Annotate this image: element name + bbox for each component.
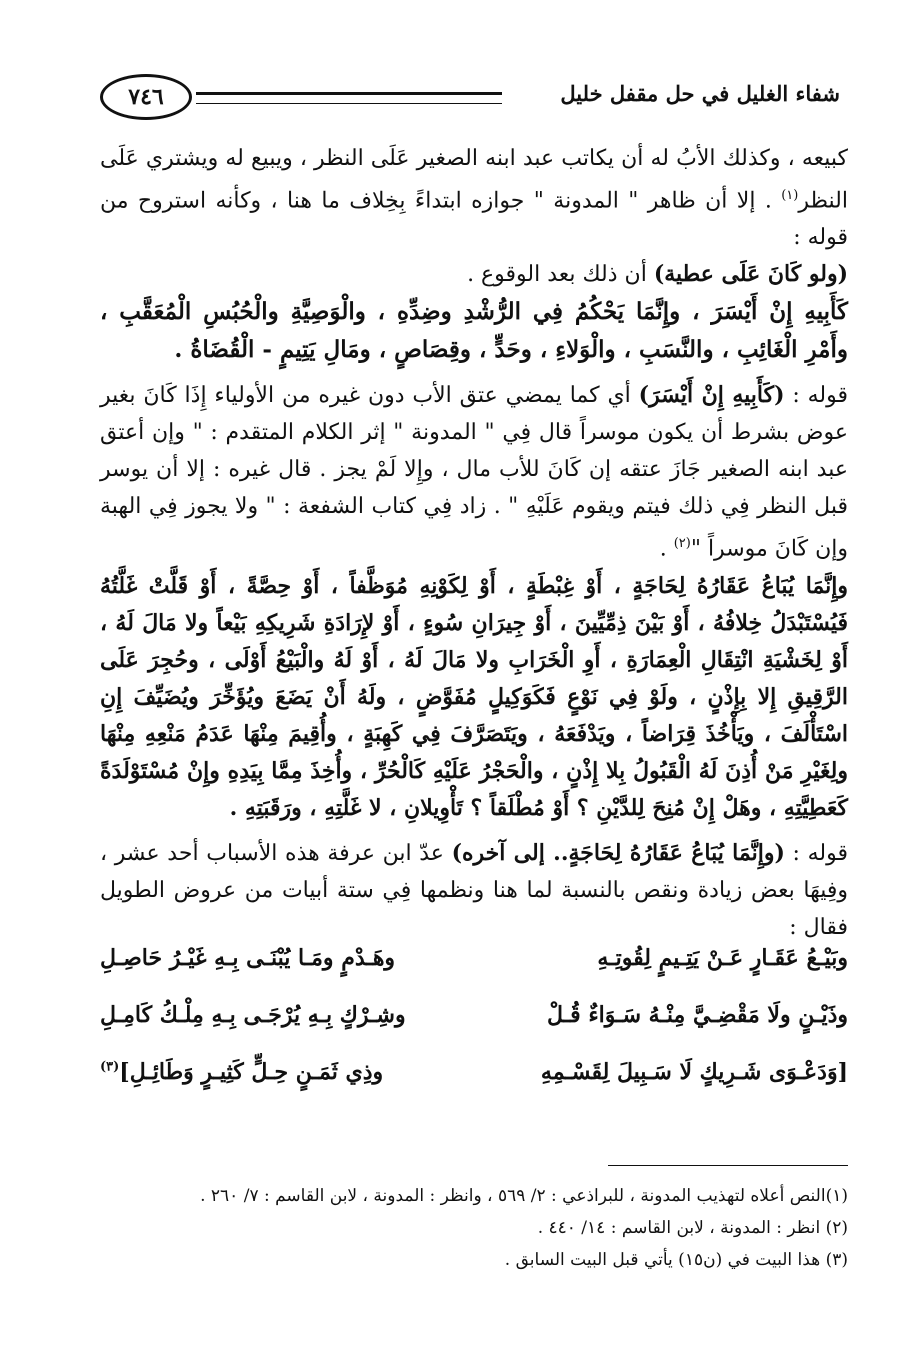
matn-block-2: وإِنَّمَا يُبَاعُ عَقَارُهُ لِحَاجَةٍ ، أَوْ غِبْطَةٍ ، أَوْ لِكَوْنِهِ مُوَظَّفاً ، أَوْ حِصَّةً ، أَوْ قَلَّتْ غَلَّتُهُ فَيُسْتَبْدَلُ خِلافُهُ ، أَوْ بَيْنَ ذِمِّيِّينَ ، أَوْ جِيرَانِ سُوءٍ ، أَوْ لإِرَادَةِ شَرِيكِهِ بَيْعاً ولا مَالَ لَهُ ، أَوْ لِخَشْيَةِ انْتِقَالِ الْعِمَارَةِ ، أَوِ الْخَرَابِ ولا مَالَ لَهُ ، أَوْ لَهُ والْبَيْعُ أَوْلَى ، وحُجِرَ عَلَى الرَّقِيقِ إِلا بِإِذْنٍ ، ولَوْ فِي نَوْعٍ فَكَوَكِيلٍ مُفَوَّضٍ ، ولَهُ أَنْ يَضَعَ ويُؤَخِّرَ ويُضَيِّفَ إِنِ اسْتَأْلَفَ ، ويَأْخُذَ قِرَاضاً ، ويَدْفَعَهُ ، ويَتَصَرَّفَ فِي كَهِبَةٍ ، وأُقِيمَ مِنْهَا عَدَمُ مَنْعِهِ مِنْهَا ولِغَيْرِ مَنْ أُذِنَ لَهُ الْقَبُولُ بِلا إِذْنٍ ، والْحَجْرُ عَلَيْهِ كَالْحُرِّ ، وأُخِذَ مِمَّا بِيَدِهِ وإِنْ مُسْتَوْلَدَةً كَعَطِيَّتِهِ ، وهَلْ إِنْ مُنِحَ لِلدَّيْنِ ؟ أَوْ مُطْلَقاً ؟ تَأْوِيلانِ ، لا غَلَّتِهِ ، ورَقَبَتِهِ .: [100, 572, 848, 821]
paragraph-3-text: أي كما يمضي عتق الأب دون غيره من الأولياء إِذَا كَانَ بغير عوض بشرط أن يكون موسراً قال فِي " المدونة " إثر الكلام المتقدم : " وإن أعتق عبد ابنه الصغير جَازَ عتقه إن كَانَ للأب مال ، وإِلا لَمْ يجز . قال غيره : إلا أن يوسر قبل النظر فِي ذلك فيتم ويقوم عَلَيْهِ " . زاد فِي كتاب الشفعة : " ولا يجوز فِي الهبة وإن كَانَ موسراً ": [100, 383, 848, 562]
verse-second-hemistich: وشِـرْكٍ بِـهِ يُرْجَـى بِـهِ مِلْـكُ كَامِـلِ: [100, 1002, 406, 1028]
paragraph-4: [100, 835, 848, 946]
paragraph-1-text: كبيعه ، وكذلك الأبُ له أن يكاتب عبد ابنه الصغير عَلَى النظر ، ويبيع له ويشتري عَلَى النظر: [100, 146, 848, 214]
verse-line: [100, 945, 848, 1002]
verse-line: [100, 1002, 848, 1059]
paragraph-2: [100, 256, 848, 293]
verse-second-hemistich: وهَـدْمٍ ومَـا يُبْنَـى بِـهِ غَيْـرُ حَاصِـلِ: [100, 945, 396, 971]
footnotes: [100, 1180, 848, 1276]
verse-first-hemistich: [وَدَعْـوَى شَـرِيكٍ لَا سَـبِيلَ لِقَسْـمِهِ: [540, 1059, 848, 1085]
footnote-ref-2: (٢): [673, 536, 691, 552]
main-text: [100, 140, 848, 946]
header-rule: [196, 92, 502, 104]
footnote-ref-3: (٣): [100, 1059, 120, 1075]
paragraph-3-end: .: [659, 536, 674, 562]
paragraph-3-lead: قوله :: [784, 383, 849, 409]
paragraph-3: [100, 377, 848, 567]
paragraph-1-rest: . إلا أن ظاهر " المدونة " جوازه ابتداءً بِخِلاف ما هنا ، وكأنه استروح من قوله :: [100, 188, 848, 251]
matn-block-1: كَأَبِيهِ إِنْ أَيْسَرَ ، وإِنَّمَا يَحْكُمُ فِي الرُّشْدِ وضِدِّهِ ، والْوَصِيَّةِ والْحُبُسِ الْمُعَقَّبِ ، وأَمْرِ الْغَائِبِ ، والنَّسَبِ ، والْوَلاءِ ، وحَدٍّ ، وقِصَاصٍ ، ومَالِ يَتِيمٍ - الْقُضَاةُ .: [100, 298, 849, 364]
paragraph-2-rest: أن ذلك بعد الوقوع .: [467, 262, 654, 288]
page-header: [100, 70, 840, 128]
quoted-phrase: (وإِنَّمَا يُبَاعُ عَقَارُهُ لِحَاجَةٍ.. إلى آخره): [451, 839, 785, 866]
footnote-ref-1: (١): [781, 188, 799, 203]
verse-first-hemistich: وذَيْـنٍ ولَا مَقْضِـيَّ مِنْـهُ سَـوَاءٌ قُـلْ: [547, 1002, 848, 1028]
footnote-2: (٢) انظر : المدونة ، لابن القاسم : ١٤/ ٤٤٠ .: [537, 1218, 848, 1238]
quoted-phrase: (كَأَبِيهِ إِنْ أَيْسَرَ): [638, 382, 785, 409]
paragraph-4-lead: قوله :: [784, 840, 848, 866]
verse-line: [100, 1059, 848, 1116]
paragraph-1: [100, 140, 848, 256]
verse-second-hemistich-text: وذِي ثَمَـنٍ حِـلٍّ كَثِيـرٍ وَطَائِـلِ]: [119, 1059, 384, 1085]
poem-verses: [100, 945, 848, 1116]
footnote-3: (٣) هذا البيت في (ن١٥) يأتي قبل البيت السابق .: [504, 1250, 848, 1270]
footnote-1: (١)النص أعلاه لتهذيب المدونة ، للبراذعي : ٢/ ٥٦٩ ، وانظر : المدونة ، لابن القاسم : ٧/ ٢٦٠ .: [200, 1186, 848, 1206]
verse-first-hemistich: وبَيْـعُ عَقَـارٍ عَـنْ يَتِـيمٍ لِقُوتِـهِ: [597, 945, 848, 971]
verse-second-hemistich: [100, 1059, 440, 1116]
running-title: شفاء الغليل في حل مقفل خليل: [560, 81, 840, 106]
paragraph-4-text: عدّ ابن عرفة هذه الأسباب أحد عشر ، وفِيهَا بعض زيادة ونقص بالنسبة لما هنا ونظمها فِي ستة أبيات من عروض الطويل فقال :: [100, 840, 849, 940]
footnote-rule: [608, 1165, 848, 1166]
page-number: ٧٤٦: [100, 74, 192, 120]
quoted-phrase: (ولو كَانَ عَلَى عطية): [653, 261, 848, 288]
